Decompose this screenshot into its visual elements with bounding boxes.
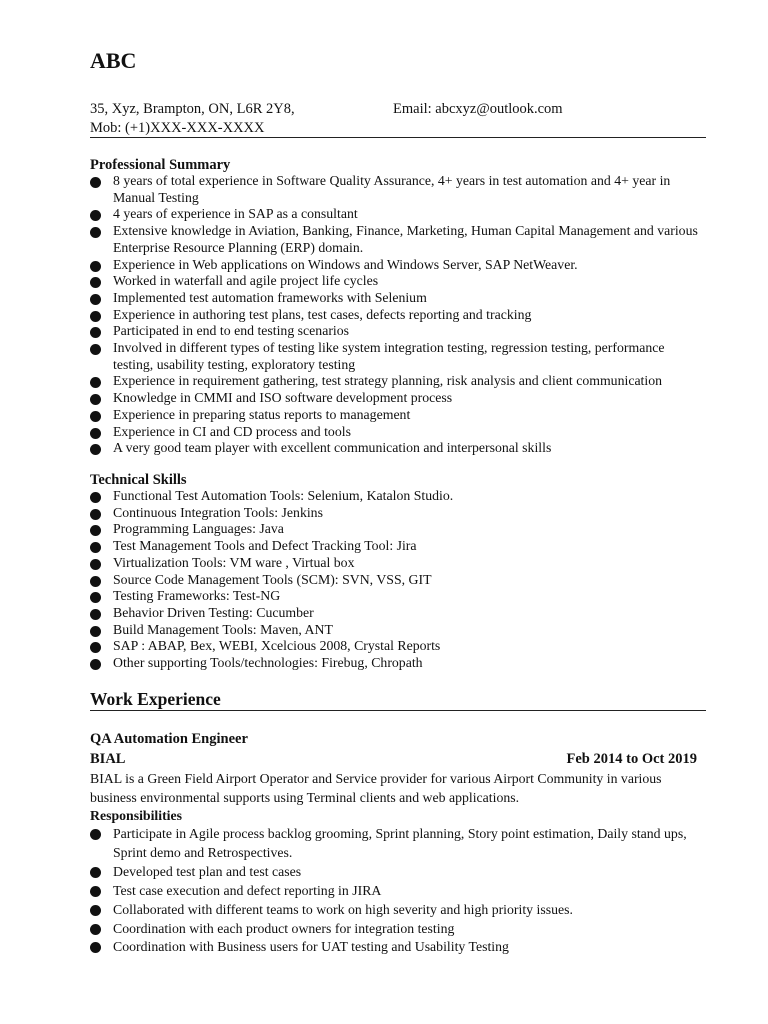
list-item-text: Participate in Agile process backlog grooming, Sprint planning, Story point estimation, Daily stand ups, Sprint demo and Retrospectives.: [113, 826, 687, 860]
bullet-icon: [90, 942, 101, 953]
list-item: [90, 588, 706, 605]
summary-heading: Professional Summary: [90, 157, 231, 173]
list-item: [90, 882, 706, 901]
work-experience-heading: Work Experience: [90, 689, 221, 709]
list-item-text: Experience in requirement gathering, test strategy planning, risk analysis and client communication: [113, 373, 663, 389]
address-text: 35, Xyz, Brampton, ON, L6R 2Y8,: [90, 101, 295, 117]
list-item-text: Coordination with each product owners for integration testing: [113, 920, 455, 936]
mobile-row: [90, 119, 706, 137]
company-description: BIAL is a Green Field Airport Operator and Service provider for various Airport Community in various business environmental supports using Terminal clients and web applications.: [90, 771, 662, 805]
list-item: [90, 863, 706, 882]
bullet-icon: [90, 227, 101, 238]
responsibilities-list: [90, 825, 706, 957]
list-item: [90, 290, 706, 307]
bullet-icon: [90, 377, 101, 388]
list-item-text: Worked in waterfall and agile project life cycles: [113, 273, 379, 289]
list-item-text: Experience in preparing status reports to management: [113, 406, 411, 422]
bullet-icon: [90, 659, 101, 670]
list-item-text: Coordination with Business users for UAT testing and Usability Testing: [113, 939, 509, 955]
bullet-icon: [90, 394, 101, 405]
bullet-icon: [90, 492, 101, 503]
bullet-icon: [90, 542, 101, 553]
skills-list: [90, 488, 706, 672]
bullet-icon: [90, 626, 101, 637]
bullet-icon: [90, 311, 101, 322]
list-item: [90, 622, 706, 639]
list-item-text: Test Management Tools and Defect Tracking Tool: Jira: [113, 538, 417, 554]
list-item: [90, 555, 706, 572]
company-name: BIAL: [90, 751, 126, 767]
skills-heading: Technical Skills: [90, 472, 187, 488]
bullet-icon: [90, 576, 101, 587]
candidate-name: ABC: [90, 48, 137, 73]
bullet-icon: [90, 210, 101, 221]
list-item: [90, 572, 706, 589]
list-item: [90, 638, 706, 655]
email-text: Email: abcxyz@outlook.com: [393, 101, 563, 117]
list-item-text: Testing Frameworks: Test-NG: [113, 588, 281, 604]
list-item-text: Programming Languages: Java: [113, 521, 284, 537]
list-item-text: 4 years of experience in SAP as a consultant: [113, 206, 358, 222]
list-item-text: Participated in end to end testing scenarios: [113, 323, 350, 339]
list-item: [90, 605, 706, 622]
list-item: [90, 273, 706, 290]
list-item: [90, 206, 706, 223]
list-item-text: A very good team player with excellent communication and interpersonal skills: [113, 440, 552, 456]
list-item: [90, 655, 706, 672]
list-item: [90, 390, 706, 407]
list-item: [90, 173, 706, 206]
list-item-text: Behavior Driven Testing: Cucumber: [113, 604, 314, 620]
list-item-text: Extensive knowledge in Aviation, Banking, Finance, Marketing, Human Capital Management and various Enterprise Resource Planning (ERP) domain.: [113, 223, 698, 255]
list-item-text: Experience in Web applications on Windows and Windows Server, SAP NetWeaver.: [113, 256, 578, 272]
bullet-icon: [90, 886, 101, 897]
list-item: [90, 223, 706, 256]
bullet-icon: [90, 509, 101, 520]
list-item: [90, 373, 706, 390]
bullet-icon: [90, 867, 101, 878]
list-item: [90, 407, 706, 424]
bullet-icon: [90, 924, 101, 935]
bullet-icon: [90, 609, 101, 620]
list-item-text: Build Management Tools: Maven, ANT: [113, 621, 333, 637]
bullet-icon: [90, 327, 101, 338]
list-item: [90, 825, 706, 863]
bullet-icon: [90, 559, 101, 570]
contact-row: [90, 100, 706, 118]
bullet-icon: [90, 177, 101, 188]
bullet-icon: [90, 905, 101, 916]
list-item-text: Knowledge in CMMI and ISO software development process: [113, 390, 453, 406]
bullet-icon: [90, 261, 101, 272]
list-item-text: Source Code Management Tools (SCM): SVN, VSS, GIT: [113, 571, 432, 587]
bullet-icon: [90, 277, 101, 288]
list-item-text: 8 years of total experience in Software Quality Assurance, 4+ years in test automation and 4+ year in Manual Testing: [113, 173, 671, 205]
list-item: [90, 257, 706, 274]
list-item: [90, 440, 706, 457]
bullet-icon: [90, 829, 101, 840]
work-divider: [90, 710, 706, 711]
list-item: [90, 307, 706, 324]
bullet-icon: [90, 411, 101, 422]
list-item: [90, 340, 706, 373]
bullet-icon: [90, 642, 101, 653]
bullet-icon: [90, 592, 101, 603]
list-item-text: SAP : ABAP, Bex, WEBI, Xcelcious 2008, Crystal Reports: [113, 638, 441, 654]
list-item: [90, 901, 706, 920]
bullet-icon: [90, 344, 101, 355]
list-item-text: Developed test plan and test cases: [113, 863, 302, 879]
bullet-icon: [90, 525, 101, 536]
bullet-icon: [90, 444, 101, 455]
list-item-text: Virtualization Tools: VM ware , Virtual box: [113, 554, 355, 570]
mobile-text: Mob: (+1)XXX-XXX-XXXX: [90, 120, 265, 136]
header-divider: [90, 137, 706, 138]
list-item-text: Functional Test Automation Tools: Selenium, Katalon Studio.: [113, 488, 454, 503]
responsibilities-label: Responsibilities: [90, 808, 182, 823]
list-item: [90, 505, 706, 522]
list-item-text: Test case execution and defect reporting in JIRA: [113, 882, 382, 898]
list-item-text: Involved in different types of testing like system integration testing, regression testing, performance testing, usability testing, exploratory testing: [113, 340, 665, 372]
bullet-icon: [90, 428, 101, 439]
list-item-text: Experience in CI and CD process and tools: [113, 423, 351, 439]
list-item-text: Continuous Integration Tools: Jenkins: [113, 504, 323, 520]
list-item: [90, 938, 706, 957]
job-dates: Feb 2014 to Oct 2019: [566, 751, 697, 767]
list-item: [90, 488, 706, 505]
list-item: [90, 424, 706, 441]
list-item-text: Experience in authoring test plans, test cases, defects reporting and tracking: [113, 306, 532, 322]
summary-list: [90, 173, 706, 457]
list-item-text: Implemented test automation frameworks with Selenium: [113, 289, 427, 305]
list-item: [90, 323, 706, 340]
list-item: [90, 538, 706, 555]
company-row: [90, 750, 697, 768]
list-item: [90, 920, 706, 939]
list-item: [90, 521, 706, 538]
list-item-text: Other supporting Tools/technologies: Firebug, Chropath: [113, 655, 423, 671]
job-title: QA Automation Engineer: [90, 731, 248, 747]
bullet-icon: [90, 294, 101, 305]
list-item-text: Collaborated with different teams to work on high severity and high priority issues.: [113, 901, 573, 917]
